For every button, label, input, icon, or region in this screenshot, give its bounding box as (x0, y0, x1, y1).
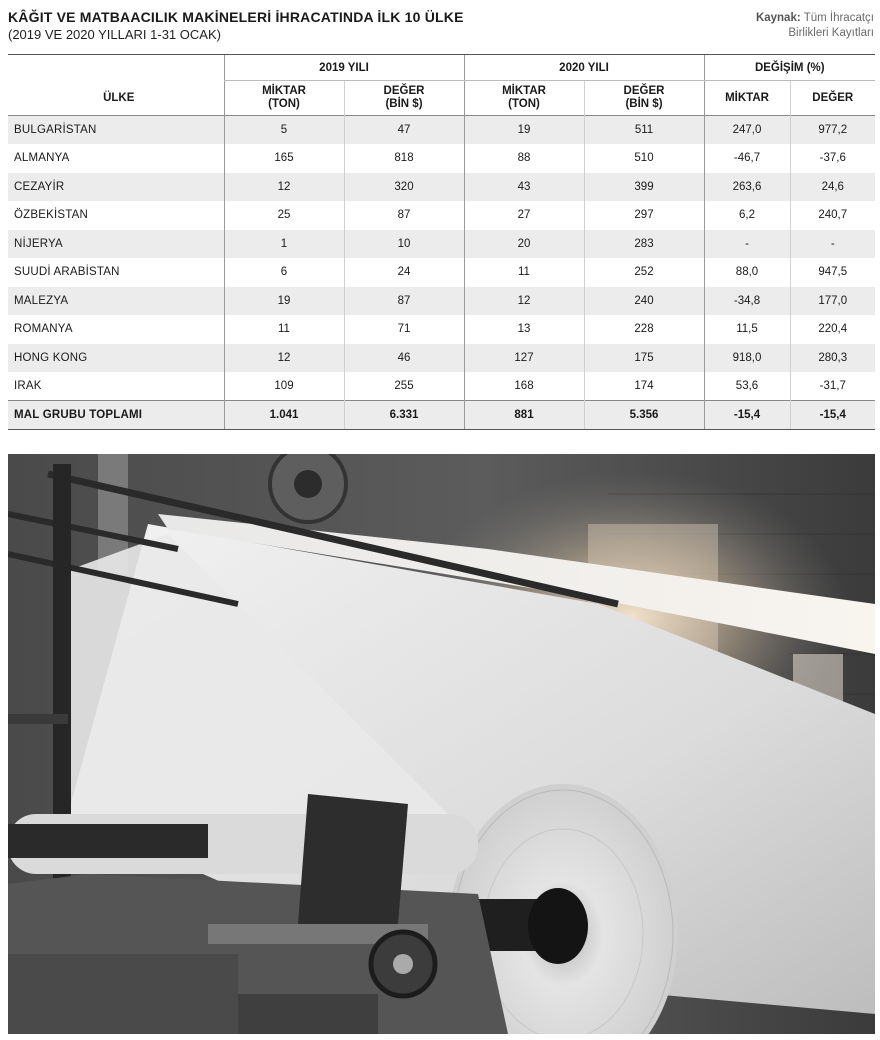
source-line-1: Tüm İhracatçı (803, 12, 874, 24)
source-note (756, 11, 874, 41)
table-row (8, 230, 875, 259)
table-row (8, 258, 875, 287)
cell-qty-2019: 12 (224, 173, 344, 202)
cell-qty-2020: 88 (464, 144, 584, 173)
cell-country: BULGARİSTAN (8, 116, 224, 145)
cell-value-2019: 47 (344, 116, 464, 145)
cell-value-2020: 174 (584, 372, 704, 401)
cell-value-2020: 297 (584, 201, 704, 230)
cell-change-qty: 918,0 (704, 344, 790, 373)
cell-value-2020: 228 (584, 315, 704, 344)
page-header (8, 8, 874, 50)
cell-value-2020: 510 (584, 144, 704, 173)
cell-country: SUUDİ ARABİSTAN (14, 266, 120, 279)
table-row (8, 116, 875, 145)
cell-qty-2019: 12 (224, 344, 344, 373)
cell-qty-2020: 43 (464, 173, 584, 202)
column-header-value-2020: DEĞER (BİN $) (584, 81, 704, 116)
cell-value-2019: 46 (344, 344, 464, 373)
cell-country: ÖZBEKİSTAN (14, 209, 88, 222)
cell-value-2020: 399 (584, 173, 704, 202)
cell-value-2020: 252 (584, 258, 704, 287)
cell-country: ROMANYA (14, 323, 73, 336)
cell-value-2019: 10 (344, 230, 464, 259)
cell-value-2019: 71 (344, 315, 464, 344)
column-header-country: ÜLKE (8, 55, 224, 116)
cell-qty-2019: 5 (224, 116, 344, 145)
cell-change-value: 977,2 (790, 116, 875, 145)
cell-change-qty: 53,6 (704, 372, 790, 401)
table-row (8, 372, 875, 401)
table-row (8, 201, 875, 230)
source-line-2: Birlikleri Kayıtları (788, 27, 874, 39)
cell-country: MAL GRUBU TOPLAMI (8, 401, 224, 430)
page-subtitle: (2019 VE 2020 YILLARI 1-31 OCAK) (8, 27, 221, 42)
cell-change-value: -31,7 (790, 372, 875, 401)
table-row (8, 173, 875, 202)
cell-change-qty: - (704, 230, 790, 259)
cell-change-value: 177,0 (790, 287, 875, 316)
cell-change-value: -15,4 (790, 401, 875, 430)
column-header-change-value: DEĞER (790, 81, 875, 116)
cell-qty-2019: 11 (224, 315, 344, 344)
cell-change-qty: 6,2 (704, 201, 790, 230)
cell-value-2020: 283 (584, 230, 704, 259)
cell-qty-2019: 25 (224, 201, 344, 230)
cell-qty-2020: 20 (464, 230, 584, 259)
cell-value-2020: 240 (584, 287, 704, 316)
column-group-change: DEĞİŞİM (%) (704, 55, 875, 81)
cell-value-2019: 255 (344, 372, 464, 401)
table-row (8, 144, 875, 173)
cell-change-qty: 247,0 (704, 116, 790, 145)
table-row (8, 344, 875, 373)
cell-qty-2020: 881 (464, 401, 584, 430)
cell-qty-2019: 19 (224, 287, 344, 316)
cell-qty-2020: 13 (464, 315, 584, 344)
cell-country: CEZAYİR (8, 173, 224, 202)
cell-change-qty: -15,4 (704, 401, 790, 430)
cell-change-qty: -46,7 (704, 144, 790, 173)
cell-change-value: 240,7 (790, 201, 875, 230)
column-group-2020: 2020 YILI (464, 55, 704, 81)
cell-qty-2019: 1 (224, 230, 344, 259)
table-total-row (8, 401, 875, 430)
cell-change-value: 280,3 (790, 344, 875, 373)
table-body (8, 116, 875, 430)
source-label: Kaynak: (755, 12, 801, 24)
cell-change-qty: 11,5 (704, 315, 790, 344)
cell-change-value: 24,6 (790, 173, 875, 202)
page-title: KÂĞIT VE MATBAACILIK MAKİNELERİ İHRACATINDA İLK 10 ÜLKE (8, 9, 464, 25)
cell-country: NİJERYA (8, 230, 224, 259)
paper-machine-photo (8, 454, 875, 1034)
cell-value-2019: 320 (344, 173, 464, 202)
cell-value-2019: 6.331 (344, 401, 464, 430)
cell-country: IRAK (14, 380, 42, 392)
cell-value-2019: 87 (344, 287, 464, 316)
cell-change-qty: -34,8 (704, 287, 790, 316)
column-header-qty-2019: MİKTAR (TON) (224, 81, 344, 116)
cell-value-2020: 5.356 (584, 401, 704, 430)
table-row (8, 287, 875, 316)
cell-country: MALEZYA (8, 287, 224, 316)
cell-qty-2019: 1.041 (224, 401, 344, 430)
cell-country: HONG KONG (8, 344, 224, 373)
column-header-value-2019: DEĞER (BİN $) (344, 81, 464, 116)
column-header-qty-2020: MİKTAR (TON) (464, 81, 584, 116)
cell-value-2020: 175 (584, 344, 704, 373)
cell-change-value: - (790, 230, 875, 259)
cell-change-value: 220,4 (790, 315, 875, 344)
cell-qty-2020: 127 (464, 344, 584, 373)
column-header-change-qty: MİKTAR (704, 81, 790, 116)
table-row (8, 315, 875, 344)
cell-qty-2019: 109 (224, 372, 344, 401)
cell-country: ALMANYA (14, 152, 70, 165)
cell-qty-2019: 165 (224, 144, 344, 173)
cell-change-qty: 263,6 (704, 173, 790, 202)
cell-qty-2020: 12 (464, 287, 584, 316)
column-group-2019: 2019 YILI (224, 55, 464, 81)
cell-change-qty: 88,0 (704, 258, 790, 287)
cell-qty-2019: 6 (224, 258, 344, 287)
cell-qty-2020: 11 (464, 258, 584, 287)
cell-value-2019: 818 (344, 144, 464, 173)
cell-change-value: -37,6 (790, 144, 875, 173)
cell-value-2019: 24 (344, 258, 464, 287)
cell-value-2020: 511 (584, 116, 704, 145)
cell-qty-2020: 27 (464, 201, 584, 230)
cell-value-2019: 87 (344, 201, 464, 230)
cell-qty-2020: 19 (464, 116, 584, 145)
cell-qty-2020: 168 (464, 372, 584, 401)
cell-change-value: 947,5 (790, 258, 875, 287)
export-table (8, 54, 875, 430)
